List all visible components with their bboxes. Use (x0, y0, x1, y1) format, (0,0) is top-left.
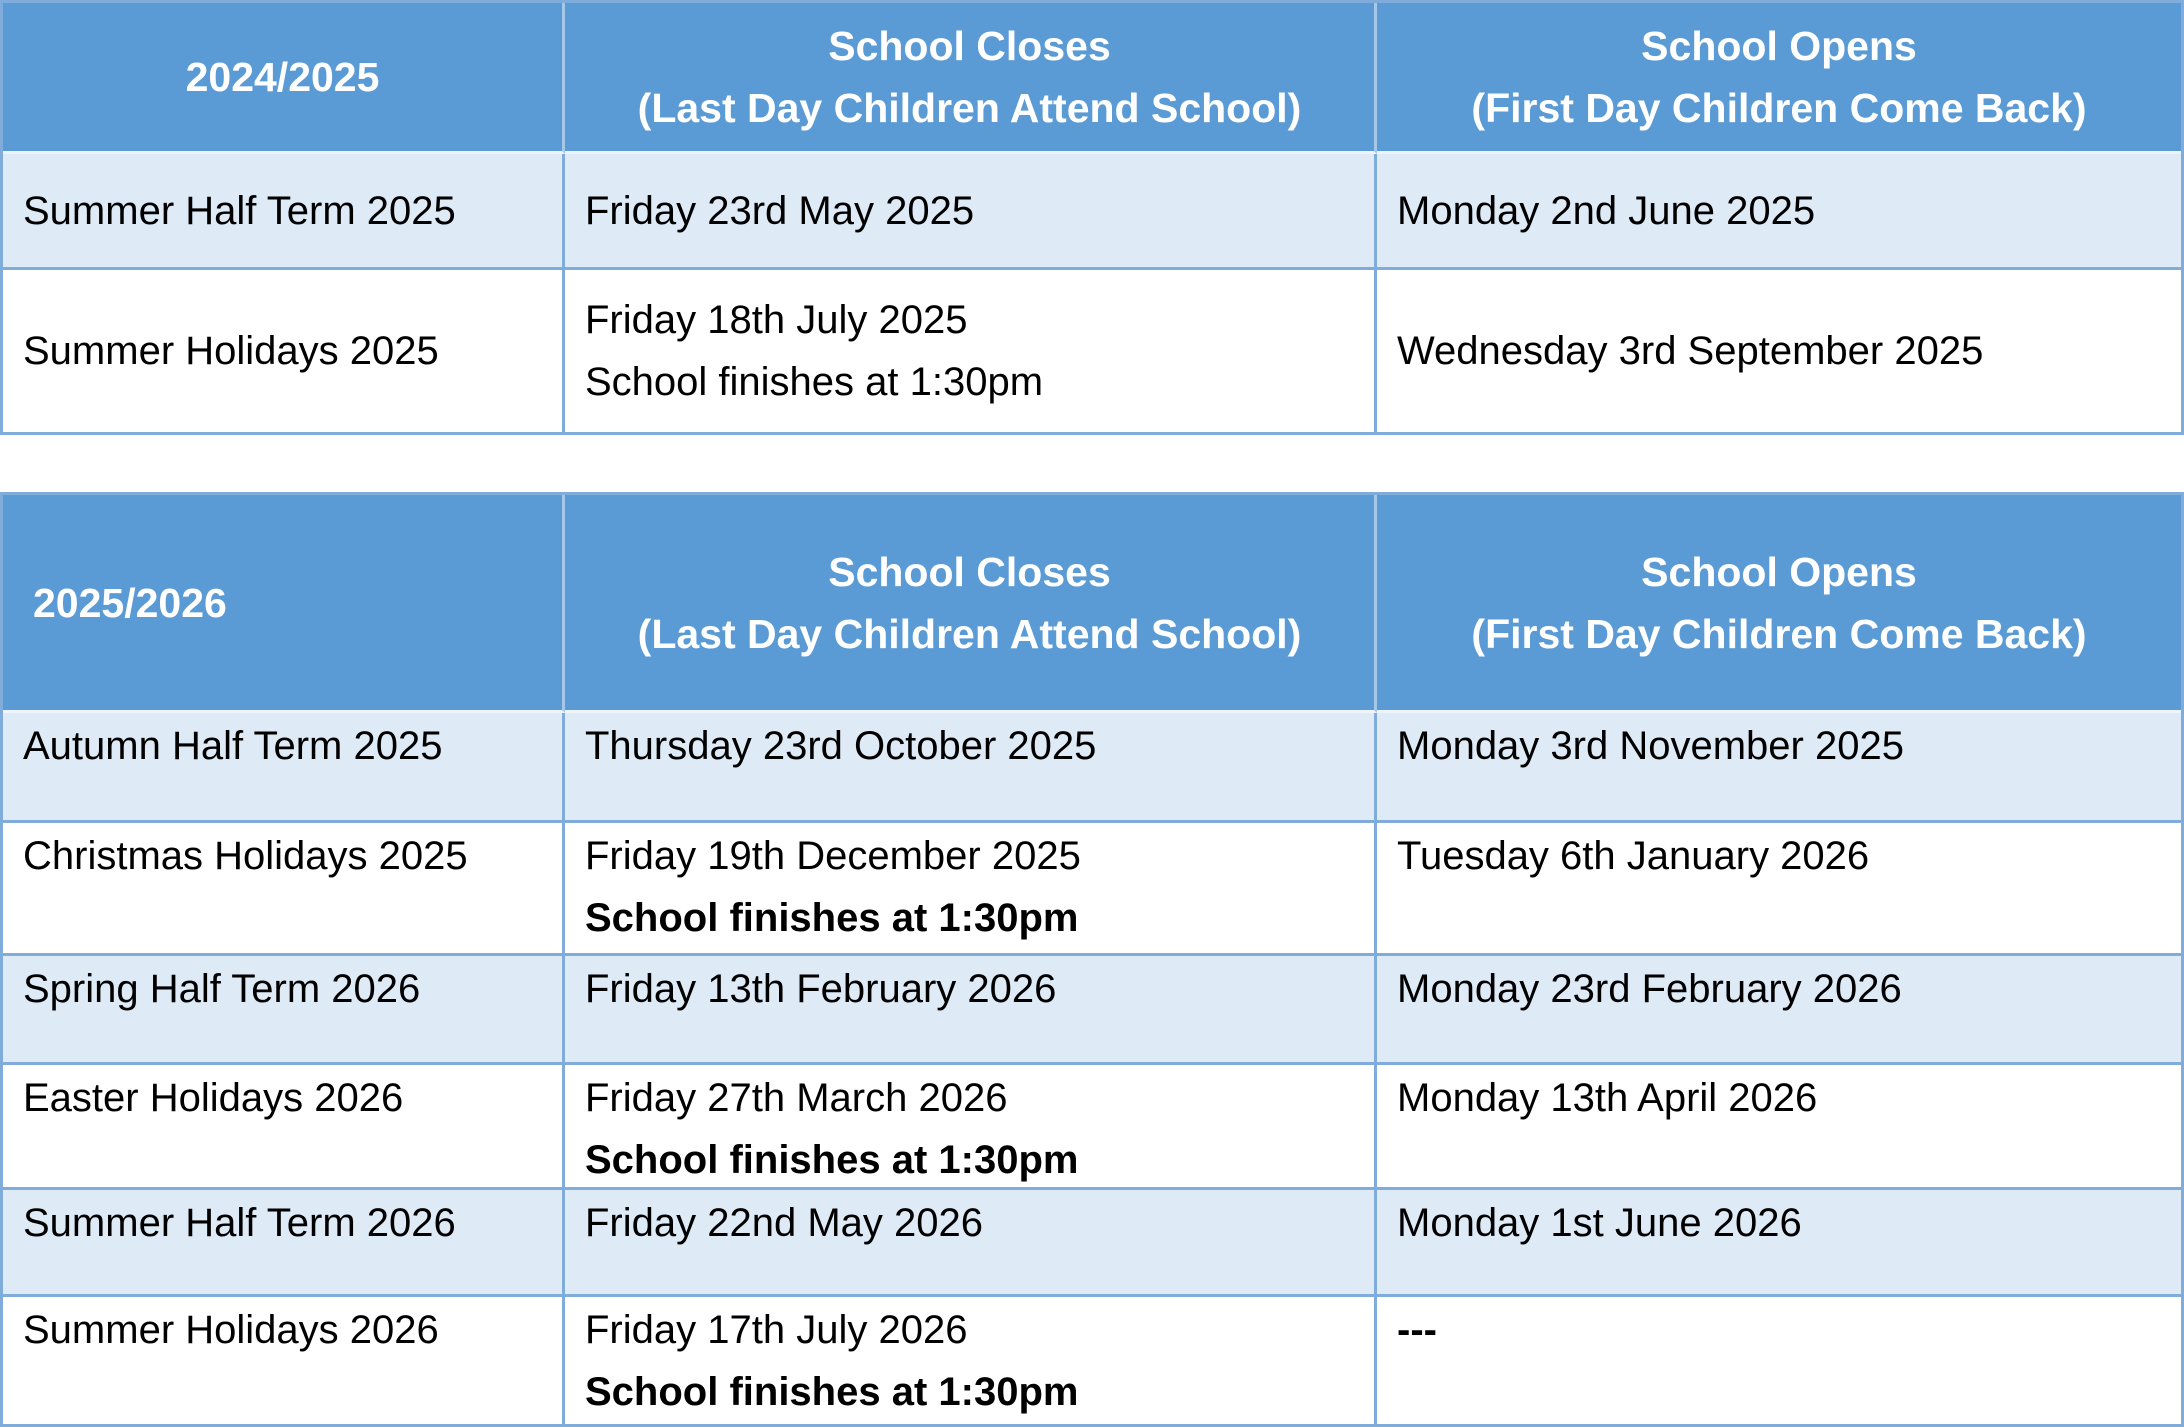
school-opens-header-line1: School Opens (1641, 23, 1917, 69)
school-closes-cell (565, 154, 1377, 270)
closes-note: School finishes at 1:30pm (585, 1370, 1079, 1414)
school-closes-cell (565, 270, 1377, 432)
term-dates-table-2025-2026 (0, 492, 2184, 1427)
year-header (3, 495, 565, 713)
closes-date: Friday 19th December 2025 (585, 834, 1081, 878)
holiday-name: Summer Half Term 2025 (23, 188, 456, 233)
closes-note: School finishes at 1:30pm (585, 360, 1044, 404)
opens-date: Monday 1st June 2026 (1397, 1201, 1802, 1245)
school-opens-header-line2: (First Day Children Come Back) (1471, 610, 2087, 657)
year-label: 2024/2025 (185, 54, 380, 100)
holiday-name: Summer Holidays 2025 (23, 329, 439, 373)
table-row (3, 956, 2181, 1065)
school-opens-cell (1377, 1190, 2181, 1297)
closes-date: Friday 13th February 2026 (585, 967, 1057, 1011)
school-closes-header (565, 495, 1377, 713)
holiday-name: Spring Half Term 2026 (23, 967, 421, 1011)
holiday-name: Easter Holidays 2026 (23, 1076, 404, 1120)
school-closes-cell (565, 713, 1377, 823)
header-row (3, 495, 2181, 713)
closes-date: Friday 17th July 2026 (585, 1308, 968, 1352)
year-header (3, 3, 565, 154)
opens-date: Monday 3rd November 2025 (1397, 724, 1904, 768)
table-row (3, 1297, 2181, 1424)
closes-date: Friday 27th March 2026 (585, 1076, 1008, 1120)
opens-date: Monday 23rd February 2026 (1397, 967, 1902, 1011)
table-row (3, 1190, 2181, 1297)
school-closes-header-line1: School Closes (828, 23, 1111, 69)
closes-date: Friday 18th July 2025 (585, 298, 968, 342)
school-closes-cell (565, 823, 1377, 956)
table-row (3, 1065, 2181, 1190)
school-opens-header (1377, 3, 2181, 154)
term-dates-table-2024-2025 (0, 0, 2184, 435)
opens-date: Monday 13th April 2026 (1397, 1076, 1818, 1120)
closes-date: Thursday 23rd October 2025 (585, 724, 1097, 768)
school-opens-cell (1377, 154, 2181, 270)
school-opens-cell (1377, 713, 2181, 823)
school-closes-header-line1: School Closes (828, 548, 1111, 595)
school-opens-cell (1377, 823, 2181, 956)
school-opens-header (1377, 495, 2181, 713)
closes-date: Friday 23rd May 2025 (585, 188, 975, 233)
school-opens-cell (1377, 1297, 2181, 1424)
school-opens-cell (1377, 270, 2181, 432)
holiday-name-cell (3, 1190, 565, 1297)
holiday-name-cell (3, 154, 565, 270)
school-closes-cell (565, 1190, 1377, 1297)
school-closes-header-line2: (Last Day Children Attend School) (637, 85, 1302, 131)
opens-date-placeholder: --- (1397, 1308, 1437, 1352)
school-closes-cell (565, 1065, 1377, 1190)
year-label: 2025/2026 (33, 579, 227, 626)
closes-date: Friday 22nd May 2026 (585, 1201, 984, 1245)
opens-date: Wednesday 3rd September 2025 (1397, 329, 1984, 373)
holiday-name: Summer Half Term 2026 (23, 1201, 456, 1245)
header-row (3, 3, 2181, 154)
holiday-name-cell (3, 270, 565, 432)
school-closes-header (565, 3, 1377, 154)
holiday-name-cell (3, 1297, 565, 1424)
closes-note: School finishes at 1:30pm (585, 1138, 1079, 1182)
school-opens-cell (1377, 956, 2181, 1065)
holiday-name-cell (3, 823, 565, 956)
table-row (3, 713, 2181, 823)
school-closes-cell (565, 956, 1377, 1065)
school-closes-header-line2: (Last Day Children Attend School) (637, 610, 1302, 657)
school-opens-cell (1377, 1065, 2181, 1190)
table-row (3, 154, 2181, 270)
holiday-name: Autumn Half Term 2025 (23, 724, 443, 768)
school-closes-cell (565, 1297, 1377, 1424)
table-row (3, 270, 2181, 432)
closes-note: School finishes at 1:30pm (585, 896, 1079, 940)
opens-date: Tuesday 6th January 2026 (1397, 834, 1870, 878)
holiday-name-cell (3, 713, 565, 823)
opens-date: Monday 2nd June 2025 (1397, 188, 1816, 233)
holiday-name: Christmas Holidays 2025 (23, 834, 468, 878)
holiday-name: Summer Holidays 2026 (23, 1308, 439, 1352)
school-opens-header-line1: School Opens (1641, 548, 1917, 595)
holiday-name-cell (3, 956, 565, 1065)
table-row (3, 823, 2181, 956)
holiday-name-cell (3, 1065, 565, 1190)
school-opens-header-line2: (First Day Children Come Back) (1471, 85, 2087, 131)
